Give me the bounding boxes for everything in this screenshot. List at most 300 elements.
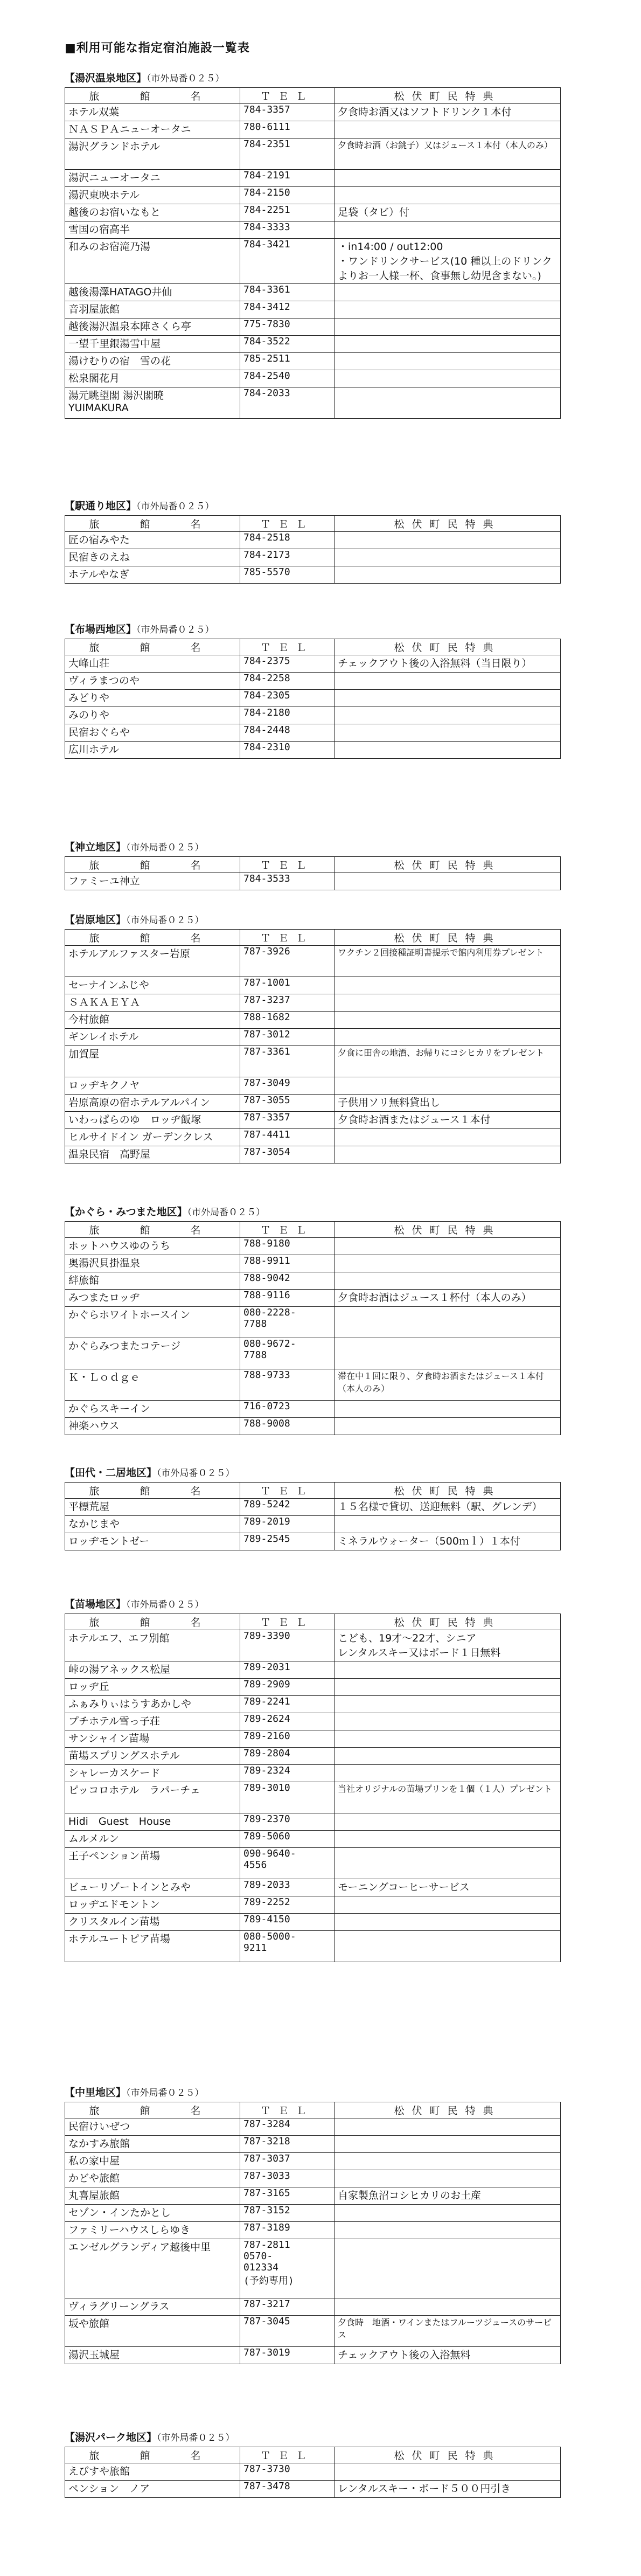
facility-name: かぐらホワイトホースイン <box>65 1307 240 1338</box>
section-heading <box>65 911 560 929</box>
table-row <box>65 2316 561 2347</box>
table-row <box>65 318 561 336</box>
facility-tel: 784-3357 <box>240 104 335 121</box>
section-area-code: （市外局番０２５） <box>126 1599 204 1610</box>
facility-benefit: ワクチン２回接種証明書提示で館内利用券プレゼント <box>335 946 561 977</box>
facility-name: なかすみ旅館 <box>65 2136 240 2153</box>
section-area-code: （市外局番０２５） <box>157 2433 235 2443</box>
column-header-name: 旅 館 名 <box>65 1483 240 1499</box>
facility-benefit <box>335 1146 561 1164</box>
facility-name: 湯沢グランドホテル <box>65 139 240 170</box>
facility-benefit <box>335 2118 561 2136</box>
facility-tel: 787-3217 <box>240 2298 335 2316</box>
section-1 <box>65 69 560 419</box>
table-row <box>65 1879 561 1896</box>
facility-tel: 787-3361 <box>240 1046 335 1077</box>
table-row <box>65 1896 561 1914</box>
facility-benefit <box>335 1129 561 1146</box>
facility-benefit <box>335 690 561 707</box>
facility-benefit <box>335 370 561 387</box>
facility-benefit <box>335 336 561 353</box>
facility-benefit <box>335 1272 561 1290</box>
column-header-benefit: 松伏町民特典 <box>335 2447 561 2463</box>
column-header-tel: ＴＥＬ <box>240 1222 335 1238</box>
column-header-name: 旅 館 名 <box>65 1614 240 1630</box>
facility-table <box>65 2102 561 2364</box>
column-header-benefit: 松伏町民特典 <box>335 1222 561 1238</box>
facility-benefit: チェックアウト後の入浴無料（当日限り） <box>335 655 561 673</box>
facility-name: 湯沢ニューオータニ <box>65 170 240 187</box>
table-row <box>65 532 561 549</box>
table-row <box>65 370 561 387</box>
facility-name: サンシャイン苗場 <box>65 1730 240 1748</box>
facility-benefit <box>335 1418 561 1435</box>
facility-benefit <box>335 1516 561 1533</box>
column-header-benefit: 松伏町民特典 <box>335 2102 561 2118</box>
facility-tel: 787-3045 <box>240 2316 335 2347</box>
table-header-row <box>65 2447 561 2463</box>
section-heading <box>65 497 560 515</box>
facility-tel: 785-2511 <box>240 353 335 370</box>
facility-benefit <box>335 1255 561 1272</box>
column-header-benefit: 松伏町民特典 <box>335 857 561 873</box>
column-header-name: 旅 館 名 <box>65 1222 240 1238</box>
table-row <box>65 239 561 284</box>
facility-benefit: 足袋（タビ）付 <box>335 204 561 221</box>
facility-name: 民宿おぐらや <box>65 724 240 742</box>
facility-benefit: こども、19才～22才、シニア レンタルスキー又はボード１日無料 <box>335 1630 561 1661</box>
section-heading <box>65 620 560 639</box>
table-row <box>65 204 561 221</box>
column-header-benefit: 松伏町民特典 <box>335 930 561 946</box>
facility-name: ファミーユ神立 <box>65 873 240 890</box>
section-name: 【かぐら・みつまた地区】 <box>65 1206 187 1218</box>
facility-name: ファミリーハウスしらゆき <box>65 2222 240 2239</box>
facility-benefit <box>335 353 561 370</box>
section-4 <box>65 838 560 890</box>
facility-tel: 787-3019 <box>240 2347 335 2364</box>
table-row <box>65 1661 561 1679</box>
document-title: ■利用可能な指定宿泊施設一覧表 <box>65 41 250 55</box>
table-row <box>65 170 561 187</box>
column-header-benefit: 松伏町民特典 <box>335 1614 561 1630</box>
facility-name: 音羽屋旅館 <box>65 301 240 318</box>
section-name: 【中里地区】 <box>65 2087 127 2099</box>
section-3 <box>65 620 560 759</box>
table-row <box>65 2118 561 2136</box>
facility-tel: 789-3010 <box>240 1782 335 1813</box>
facility-tel: 090-9640- 4556 <box>240 1848 335 1879</box>
facility-tel: 784-2258 <box>240 673 335 690</box>
facility-name: ペンション ノア <box>65 2481 240 2498</box>
table-row <box>65 2136 561 2153</box>
facility-benefit: 夕食時 地酒・ワインまたはフルーツジュースのサービス <box>335 2316 561 2347</box>
facility-table <box>65 87 561 419</box>
table-row <box>65 1931 561 1962</box>
section-8 <box>65 1595 560 1962</box>
facility-tel: 787-3926 <box>240 946 335 977</box>
facility-benefit <box>335 1914 561 1931</box>
facility-benefit <box>335 387 561 419</box>
facility-name: ＳＡＫＡＥＹＡ <box>65 994 240 1012</box>
facility-tel: 784-3522 <box>240 336 335 353</box>
column-header-name: 旅 館 名 <box>65 2447 240 2463</box>
facility-name: 松泉閣花月 <box>65 370 240 387</box>
facility-tel: 789-2909 <box>240 1679 335 1696</box>
facility-name: 湯沢玉城屋 <box>65 2347 240 2364</box>
facility-tel: 789-5060 <box>240 1831 335 1848</box>
facility-tel: 775-7830 <box>240 318 335 336</box>
facility-name: 民宿けいぜつ <box>65 2118 240 2136</box>
facility-tel: 787-1001 <box>240 977 335 994</box>
table-row <box>65 2463 561 2481</box>
table-row <box>65 387 561 419</box>
table-header-row <box>65 930 561 946</box>
section-name: 【苗場地区】 <box>65 1598 127 1610</box>
table-row <box>65 946 561 977</box>
column-header-tel: ＴＥＬ <box>240 2447 335 2463</box>
facility-benefit <box>335 2170 561 2187</box>
facility-name: 奥湯沢貝掛温泉 <box>65 1255 240 1272</box>
facility-name: ふぁみりぃはうすあかしや <box>65 1696 240 1713</box>
facility-benefit <box>335 2153 561 2170</box>
facility-name: みどりや <box>65 690 240 707</box>
facility-tel: 784-2251 <box>240 204 335 221</box>
facility-tel: 788-9911 <box>240 1255 335 1272</box>
facility-tel: 080-9672- 7788 <box>240 1338 335 1369</box>
facility-name: なかじまや <box>65 1516 240 1533</box>
facility-name: 岩原高原の宿ホテルアルパイン <box>65 1095 240 1112</box>
table-row <box>65 139 561 170</box>
table-row <box>65 2153 561 2170</box>
table-row <box>65 2239 561 2298</box>
facility-benefit <box>335 2136 561 2153</box>
facility-benefit <box>335 1765 561 1782</box>
section-heading <box>65 1464 560 1482</box>
section-area-code: （市外局番０２５） <box>187 1207 266 1218</box>
section-10 <box>65 2428 560 2498</box>
table-row <box>65 1095 561 1112</box>
facility-tel: 784-2180 <box>240 707 335 724</box>
facility-benefit: 夕食時お酒又はソフトドリンク１本付 <box>335 104 561 121</box>
facility-benefit <box>335 1931 561 1962</box>
facility-name: かどや旅館 <box>65 2170 240 2187</box>
table-row <box>65 1499 561 1516</box>
table-row <box>65 1338 561 1369</box>
column-header-name: 旅 館 名 <box>65 639 240 655</box>
facility-name: Ｋ・Ｌｏｄｇｅ <box>65 1369 240 1401</box>
section-area-code: （市外局番０２５） <box>126 842 204 853</box>
facility-benefit: 自家製魚沼コシヒカリのお土産 <box>335 2187 561 2205</box>
facility-tel: 784-2150 <box>240 187 335 204</box>
table-row <box>65 1369 561 1401</box>
facility-benefit <box>335 549 561 566</box>
facility-benefit <box>335 284 561 301</box>
table-header-row <box>65 639 561 655</box>
facility-benefit: モーニングコーヒーサービス <box>335 1879 561 1896</box>
column-header-benefit: 松伏町民特典 <box>335 639 561 655</box>
facility-name: 丸喜屋旅館 <box>65 2187 240 2205</box>
facility-tel: 784-2305 <box>240 690 335 707</box>
table-row <box>65 873 561 890</box>
facility-tel: 784-2033 <box>240 387 335 419</box>
facility-name: 湯元眺望閣 湯沢閣暁 YUIMAKURA <box>65 387 240 419</box>
facility-benefit <box>335 170 561 187</box>
table-row <box>65 707 561 724</box>
facility-benefit: 当社オリジナルの苗場プリンを１個（１人）プレゼント <box>335 1782 561 1813</box>
table-row <box>65 1046 561 1077</box>
facility-name: みのりや <box>65 707 240 724</box>
facility-name: 加賀屋 <box>65 1046 240 1077</box>
column-header-tel: ＴＥＬ <box>240 1614 335 1630</box>
facility-benefit <box>335 2239 561 2298</box>
facility-name: ホテルやなぎ <box>65 566 240 584</box>
facility-name: 神楽ハウス <box>65 1418 240 1435</box>
table-row <box>65 655 561 673</box>
table-row <box>65 2170 561 2187</box>
table-row <box>65 1713 561 1730</box>
facility-tel: 784-3412 <box>240 301 335 318</box>
table-header-row <box>65 516 561 532</box>
facility-name: ＮＡＳＰＡニューオータニ <box>65 121 240 139</box>
section-heading <box>65 1595 560 1614</box>
facility-tel: 787-3165 <box>240 2187 335 2205</box>
facility-name: みつまたロッヂ <box>65 1290 240 1307</box>
section-7 <box>65 1464 560 1550</box>
facility-tel: 785-5570 <box>240 566 335 584</box>
facility-table <box>65 2447 561 2498</box>
facility-name: 苗場スプリングスホテル <box>65 1748 240 1765</box>
table-row <box>65 2347 561 2364</box>
table-row <box>65 336 561 353</box>
facility-tel: 789-3390 <box>240 1630 335 1661</box>
facility-tel: 788-9180 <box>240 1238 335 1255</box>
facility-benefit <box>335 1679 561 1696</box>
facility-name: 今村旅館 <box>65 1012 240 1029</box>
facility-benefit: 夕食時お酒またはジュース１本付 <box>335 1112 561 1129</box>
facility-benefit <box>335 1661 561 1679</box>
facility-tel: 784-2191 <box>240 170 335 187</box>
table-row <box>65 1765 561 1782</box>
facility-benefit <box>335 1696 561 1713</box>
facility-tel: 787-3189 <box>240 2222 335 2239</box>
facility-name: ギンレイホテル <box>65 1029 240 1046</box>
facility-benefit <box>335 673 561 690</box>
facility-benefit: 夕食時お酒（お銚子）又はジュース１本付（本人のみ） <box>335 139 561 170</box>
facility-benefit <box>335 532 561 549</box>
facility-tel: 787-2811 0570- 012334 (予約専用) <box>240 2239 335 2298</box>
table-row <box>65 1401 561 1418</box>
facility-tel: 787-3152 <box>240 2205 335 2222</box>
column-header-tel: ＴＥＬ <box>240 639 335 655</box>
section-area-code: （市外局番０２５） <box>136 501 214 512</box>
facility-name: 広川ホテル <box>65 742 240 759</box>
facility-table <box>65 1614 561 1962</box>
facility-tel: 780-6111 <box>240 121 335 139</box>
section-name: 【湯沢温泉地区】 <box>65 72 147 84</box>
table-row <box>65 1630 561 1661</box>
facility-name: 絆旅館 <box>65 1272 240 1290</box>
facility-name: 大峰山荘 <box>65 655 240 673</box>
facility-name: 私の家中屋 <box>65 2153 240 2170</box>
table-row <box>65 1029 561 1046</box>
table-row <box>65 187 561 204</box>
facility-name: クリスタルイン苗場 <box>65 1914 240 1931</box>
section-name: 【岩原地区】 <box>65 914 127 926</box>
table-row <box>65 1272 561 1290</box>
facility-tel: 784-3421 <box>240 239 335 284</box>
facility-tel: 789-2804 <box>240 1748 335 1765</box>
facility-benefit: 子供用ソリ無料貸出し <box>335 1095 561 1112</box>
facility-benefit: 夕食時お酒はジュース１杯付（本人のみ） <box>335 1290 561 1307</box>
table-header-row <box>65 1483 561 1499</box>
table-header-row <box>65 88 561 104</box>
facility-tel: 789-2031 <box>240 1661 335 1679</box>
facility-benefit <box>335 121 561 139</box>
facility-name: えびすや旅館 <box>65 2463 240 2481</box>
facility-benefit <box>335 2222 561 2239</box>
facility-name: ホテルエフ、エフ別館 <box>65 1630 240 1661</box>
facility-name: 温泉民宿 高野屋 <box>65 1146 240 1164</box>
facility-tel: 787-3049 <box>240 1077 335 1095</box>
column-header-benefit: 松伏町民特典 <box>335 1483 561 1499</box>
facility-name: ビューリゾートインとみや <box>65 1879 240 1896</box>
facility-benefit <box>335 1831 561 1848</box>
table-row <box>65 690 561 707</box>
facility-name: 峠の湯アネックス松屋 <box>65 1661 240 1679</box>
table-row <box>65 1533 561 1550</box>
table-row <box>65 1831 561 1848</box>
facility-name: 越後湯沢温泉本陣さくら亭 <box>65 318 240 336</box>
table-row <box>65 742 561 759</box>
table-header-row <box>65 2102 561 2118</box>
facility-benefit: ミネラルウォーター（500ｍｌ）１本付 <box>335 1533 561 1550</box>
facility-tel: 789-2241 <box>240 1696 335 1713</box>
table-row <box>65 121 561 139</box>
table-row <box>65 994 561 1012</box>
facility-name: 湯沢東映ホテル <box>65 187 240 204</box>
facility-tel: 787-3055 <box>240 1095 335 1112</box>
facility-benefit <box>335 1813 561 1831</box>
facility-benefit <box>335 994 561 1012</box>
column-header-tel: ＴＥＬ <box>240 516 335 532</box>
facility-tel: 789-2624 <box>240 1713 335 1730</box>
facility-name: Hidi Guest House <box>65 1813 240 1831</box>
facility-benefit: １５名様で貸切、送迎無料（駅、グレンデ） <box>335 1499 561 1516</box>
facility-benefit: 滞在中１回に限り、夕食時お酒またはジュース１本付（本人のみ） <box>335 1369 561 1401</box>
table-row <box>65 1290 561 1307</box>
facility-tel: 789-2252 <box>240 1896 335 1914</box>
facility-name: 坂や旅館 <box>65 2316 240 2347</box>
facility-benefit <box>335 977 561 994</box>
column-header-tel: ＴＥＬ <box>240 1483 335 1499</box>
facility-benefit <box>335 742 561 759</box>
facility-benefit <box>335 873 561 890</box>
facility-name: 民宿きのえね <box>65 549 240 566</box>
facility-tel: 788-9008 <box>240 1418 335 1435</box>
facility-benefit <box>335 1012 561 1029</box>
section-heading <box>65 2428 560 2447</box>
table-row <box>65 977 561 994</box>
facility-tel: 716-0723 <box>240 1401 335 1418</box>
table-row <box>65 1848 561 1879</box>
facility-tel: 784-2540 <box>240 370 335 387</box>
table-header-row <box>65 1222 561 1238</box>
facility-benefit <box>335 1713 561 1730</box>
table-row <box>65 1146 561 1164</box>
facility-tel: 788-1682 <box>240 1012 335 1029</box>
table-row <box>65 1112 561 1129</box>
facility-name: ヴィラグリーングラス <box>65 2298 240 2316</box>
section-name: 【駅通り地区】 <box>65 500 137 512</box>
facility-name: プチホテル雪っ子荘 <box>65 1713 240 1730</box>
section-9 <box>65 2083 560 2364</box>
facility-tel: 789-2033 <box>240 1879 335 1896</box>
facility-name: ロッヂモントゼー <box>65 1533 240 1550</box>
column-header-name: 旅 館 名 <box>65 857 240 873</box>
facility-tel: 784-2351 <box>240 139 335 170</box>
facility-tel: 789-2545 <box>240 1533 335 1550</box>
column-header-tel: ＴＥＬ <box>240 88 335 104</box>
facility-benefit <box>335 707 561 724</box>
facility-tel: 789-5242 <box>240 1499 335 1516</box>
facility-tel: 784-2173 <box>240 549 335 566</box>
facility-name: いわっぱらのゆ ロッヂ飯塚 <box>65 1112 240 1129</box>
column-header-name: 旅 館 名 <box>65 516 240 532</box>
table-row <box>65 1012 561 1029</box>
section-area-code: （市外局番０２５） <box>136 625 214 635</box>
section-name: 【湯沢パーク地区】 <box>65 2432 157 2443</box>
section-name: 【田代・二居地区】 <box>65 1467 157 1479</box>
facility-benefit: ・in14:00 / out12:00 ・ワンドリンクサービス(10 種以上のドリンクよりお一人様一杯、食事無し幼児含まない。) <box>335 239 561 284</box>
facility-tel: 787-3054 <box>240 1146 335 1164</box>
section-area-code: （市外局番０２５） <box>147 73 225 84</box>
facility-tel: 784-2375 <box>240 655 335 673</box>
facility-tel: 787-3478 <box>240 2481 335 2498</box>
facility-benefit <box>335 1730 561 1748</box>
facility-benefit: 夕食に田舎の地酒、お帰りにコシヒカリをプレゼント <box>335 1046 561 1077</box>
facility-tel: 788-9116 <box>240 1290 335 1307</box>
section-heading <box>65 838 560 856</box>
table-row <box>65 1782 561 1813</box>
table-row <box>65 353 561 370</box>
facility-table <box>65 515 561 584</box>
column-header-tel: ＴＥＬ <box>240 930 335 946</box>
section-heading <box>65 1203 560 1221</box>
table-row <box>65 1255 561 1272</box>
facility-tel: 787-3033 <box>240 2170 335 2187</box>
column-header-benefit: 松伏町民特典 <box>335 88 561 104</box>
facility-benefit <box>335 1896 561 1914</box>
facility-table <box>65 929 561 1164</box>
facility-name: ホテルユートピア苗場 <box>65 1931 240 1962</box>
facility-benefit <box>335 187 561 204</box>
facility-benefit <box>335 566 561 584</box>
table-row <box>65 284 561 301</box>
facility-benefit <box>335 2298 561 2316</box>
table-row <box>65 1914 561 1931</box>
section-heading <box>65 2083 560 2102</box>
column-header-name: 旅 館 名 <box>65 2102 240 2118</box>
facility-table <box>65 1221 561 1435</box>
facility-tel: 784-2310 <box>240 742 335 759</box>
section-2 <box>65 497 560 584</box>
facility-tel: 784-2518 <box>240 532 335 549</box>
facility-name: ムルメルン <box>65 1831 240 1848</box>
facility-tel: 789-4150 <box>240 1914 335 1931</box>
facility-tel: 788-9733 <box>240 1369 335 1401</box>
section-heading <box>65 69 560 87</box>
